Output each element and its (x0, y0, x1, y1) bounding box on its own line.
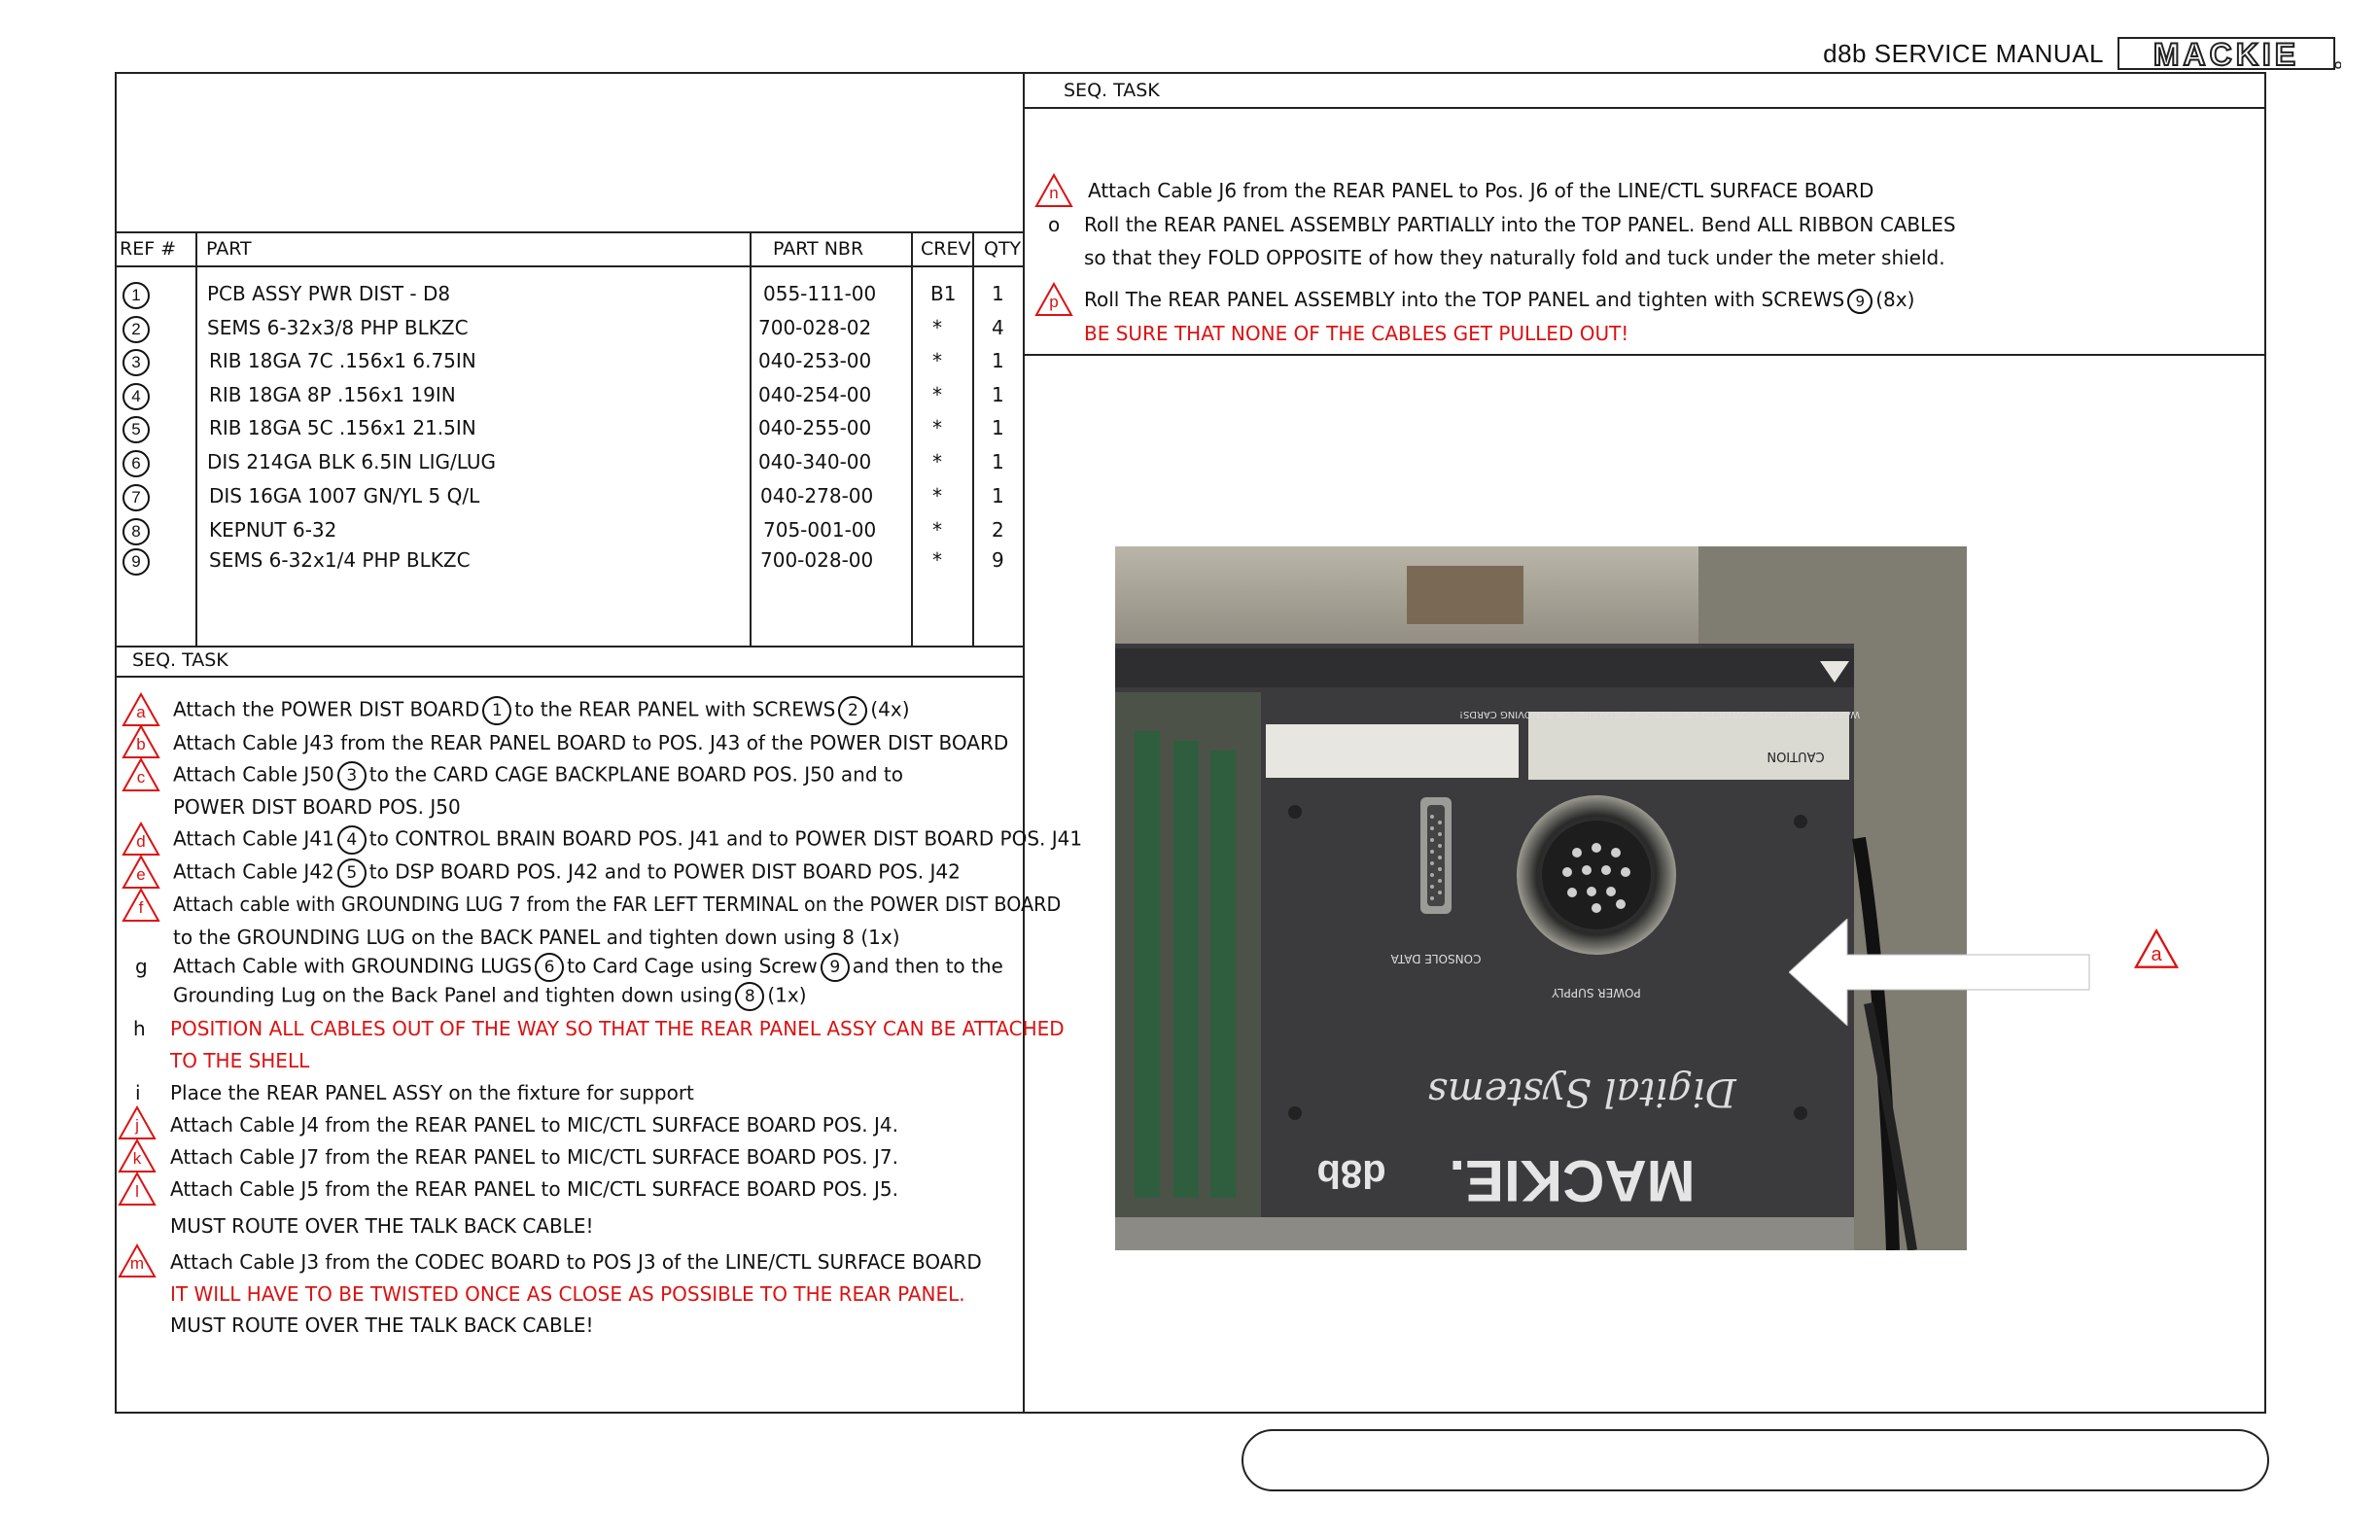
part-nbr: 040-278-00 (760, 484, 874, 508)
qty: 1 (992, 484, 1004, 508)
part-nbr: 700-028-00 (760, 548, 874, 572)
qty: 1 (992, 349, 1004, 372)
seq-letter: j (135, 1116, 139, 1135)
task-p-warning: BE SURE THAT NONE OF THE CABLES GET PULLED OUT! (1084, 322, 1629, 345)
warning-triangle-icon (118, 1105, 157, 1140)
qty: 1 (992, 383, 1004, 406)
part-name: RIB 18GA 8P .156x1 19IN (209, 383, 456, 406)
callout-letter: a (2151, 944, 2162, 965)
warning-triangle-icon (1034, 173, 1073, 208)
task-l: Attach Cable J5 from the REAR PANEL to MIC/CTL SURFACE BOARD POS. J5. (170, 1177, 898, 1201)
crev: * (932, 484, 942, 508)
seq-letter: e (136, 865, 146, 884)
task-text: Grounding Lug on the Back Panel and tighten down using (173, 983, 733, 1007)
part-nbr: 040-253-00 (758, 349, 872, 372)
warning-triangle-icon (118, 1138, 157, 1173)
ref-circle: 7 (122, 484, 150, 511)
qty: 2 (992, 518, 1004, 542)
task-a (173, 696, 910, 725)
task-text: Attach Cable J42 (173, 859, 334, 884)
col-divider-part (750, 231, 752, 646)
seq-letter: c (136, 768, 146, 787)
task-text: Attach the POWER DIST BOARD (173, 697, 480, 721)
rear-panel-photo (1115, 546, 1967, 1250)
seq-letter: i (135, 1081, 141, 1104)
task-b: Attach Cable J43 from the REAR PANEL BOARD to POS. J43 of the POWER DIST BOARD (173, 731, 1009, 754)
task-text: to DSP BOARD POS. J42 and to POWER DIST BOARD POS. J42 (368, 859, 961, 884)
crev: * (932, 383, 942, 406)
header-ref: REF # (120, 238, 177, 260)
warning-triangle-icon (122, 888, 160, 923)
task-n: Attach Cable J6 from the REAR PANEL to Pos. J6 of the LINE/CTL SURFACE BOARD (1088, 179, 1874, 202)
task-c-cont: POWER DIST BOARD POS. J50 (173, 795, 461, 819)
rear-panel-illustration (1115, 546, 1967, 1250)
left-task-header-line (115, 676, 1025, 678)
caution-label: CAUTION (1767, 749, 1825, 763)
col-divider-ref (195, 231, 197, 646)
brand-label: MACKIE. (1449, 1148, 1696, 1213)
manual-title: d8b SERVICE MANUAL (1823, 38, 2104, 68)
callout-arrow-icon (1789, 919, 2100, 1026)
warning-triangle-icon (118, 1172, 157, 1207)
part-name: SEMS 6-32x1/4 PHP BLKZC (209, 548, 471, 572)
task-m-cont: MUST ROUTE OVER THE TALK BACK CABLE! (170, 1313, 594, 1337)
task-text: Roll The REAR PANEL ASSEMBLY into the TOP PANEL and tighten with SCREWS (1084, 288, 1845, 311)
task-m: Attach Cable J3 from the CODEC BOARD to POS J3 of the LINE/CTL SURFACE BOARD (170, 1250, 982, 1274)
part-nbr: 040-254-00 (758, 383, 872, 406)
part-name: PCB ASSY PWR DIST - D8 (207, 282, 451, 305)
part-name: RIB 18GA 5C .156x1 21.5IN (209, 416, 476, 439)
seq-letter: l (135, 1182, 139, 1201)
qty: 1 (992, 282, 1004, 305)
panel-warning-text: WARNING: SHUT OFF POWER TO UNIT BEFORE INSTALLING OR REMOVING CARDS! (1458, 709, 1861, 719)
part-nbr: 705-001-00 (763, 518, 877, 542)
task-o: Roll the REAR PANEL ASSEMBLY PARTIALLY into the TOP PANEL. Bend ALL RIBBON CABLES (1084, 213, 1956, 236)
seq-letter: k (132, 1149, 142, 1168)
seq-letter: f (138, 898, 144, 917)
warning-triangle-icon (1034, 282, 1073, 317)
table-row (122, 548, 1004, 576)
seq-letter: p (1049, 293, 1059, 311)
crev: * (932, 450, 942, 473)
table-row (122, 416, 1004, 443)
part-name: KEPNUT 6-32 (209, 518, 337, 542)
ref-circle: 3 (122, 349, 150, 376)
warning-triangle-icon (118, 1243, 157, 1278)
crev: * (932, 316, 942, 339)
task-l-cont: MUST ROUTE OVER THE TALK BACK CABLE! (170, 1214, 594, 1238)
task-text: Attach Cable J41 (173, 826, 334, 851)
task-text: (4x) (870, 697, 910, 721)
warning-triangle-icon (122, 692, 160, 727)
seq-letter: a (136, 703, 146, 721)
warning-triangle-icon (122, 757, 160, 792)
model-label: d8b (1316, 1152, 1386, 1195)
part-nbr: 055-111-00 (763, 282, 877, 305)
task-text: to Card Cage using Screw (567, 954, 818, 978)
warning-triangle-icon (122, 724, 160, 759)
crev: B1 (930, 282, 957, 305)
table-bottom-line (115, 646, 1025, 648)
right-task-bottom-line (1023, 354, 2266, 356)
task-m-note: IT WILL HAVE TO BE TWISTED ONCE AS CLOSE AS POSSIBLE TO THE REAR PANEL. (170, 1282, 965, 1306)
crev: * (932, 518, 942, 542)
task-f-cont: to the GROUNDING LUG on the BACK PANEL and tighten down using 8 (1x) (173, 926, 900, 949)
page-header (1823, 35, 2341, 72)
task-p (1084, 288, 1914, 314)
part-name: DIS 16GA 1007 GN/YL 5 Q/L (209, 484, 480, 508)
part-nbr: 040-255-00 (758, 416, 872, 439)
qty: 4 (992, 316, 1004, 339)
seq-letter: m (129, 1254, 145, 1273)
qty: 9 (992, 548, 1004, 572)
task-e (173, 858, 961, 888)
table-top-line (115, 231, 1025, 233)
task-text: Attach Cable with GROUNDING LUGS (173, 954, 533, 978)
power-supply-label: POWER SUPPLY (1552, 986, 1641, 999)
left-task-header: SEQ. TASK (132, 649, 228, 671)
ref-circle: 6 (535, 953, 564, 982)
ref-circle: 2 (122, 316, 150, 343)
task-c (173, 761, 903, 790)
header-part: PART (206, 238, 252, 260)
task-text: to the CARD CAGE BACKPLANE BOARD POS. J50 and to (368, 762, 903, 787)
task-text: Attach Cable J50 (173, 762, 334, 787)
header-qty: QTY (984, 238, 1022, 260)
task-k: Attach Cable J7 from the REAR PANEL to MIC/CTL SURFACE BOARD POS. J7. (170, 1145, 898, 1169)
seq-letter: g (135, 955, 148, 978)
table-header-line (115, 265, 1025, 267)
qty: 1 (992, 450, 1004, 473)
task-o-cont: so that they FOLD OPPOSITE of how they naturally fold and tuck under the meter shield. (1084, 246, 1945, 269)
callout-warning-icon (2133, 928, 2180, 969)
table-row (122, 484, 1004, 511)
ref-circle: 5 (122, 416, 150, 443)
task-text: to CONTROL BRAIN BOARD POS. J41 and to POWER DIST BOARD POS. J41 (368, 826, 1083, 851)
warning-triangle-icon (122, 822, 160, 857)
warning-triangle-icon (122, 855, 160, 890)
part-nbr: 040-340-00 (758, 450, 872, 473)
seq-letter: h (133, 1017, 146, 1040)
ref-circle: 3 (337, 761, 367, 790)
ref-circle: 8 (735, 982, 764, 1011)
ref-circle: 1 (482, 696, 511, 725)
table-row (122, 518, 1004, 545)
task-d (173, 825, 1082, 855)
task-text: to the REAR PANEL with SCREWS (514, 697, 836, 721)
table-row (122, 282, 1004, 309)
header-part-nbr: PART NBR (773, 238, 864, 260)
crev: * (932, 416, 942, 439)
console-data-label: CONSOLE DATA (1390, 952, 1482, 965)
ref-circle: 8 (122, 518, 150, 545)
part-name: SEMS 6-32x3/8 PHP BLKZC (207, 316, 469, 339)
right-task-header: SEQ. TASK (1064, 80, 1160, 101)
table-row (122, 349, 1004, 376)
brand-script: Digital Systems (1427, 1069, 1736, 1114)
ref-circle: 2 (838, 696, 867, 725)
task-j: Attach Cable J4 from the REAR PANEL to MIC/CTL SURFACE BOARD POS. J4. (170, 1113, 898, 1137)
task-h: POSITION ALL CABLES OUT OF THE WAY SO THAT THE REAR PANEL ASSY CAN BE ATTACHED (170, 1017, 1065, 1040)
header-crev: CREV (921, 238, 971, 260)
footer-box (1242, 1429, 2269, 1491)
ref-circle: 9 (122, 548, 150, 576)
seq-letter: o (1048, 213, 1061, 236)
task-text: (8x) (1875, 288, 1915, 311)
task-text: and then to the (852, 954, 1003, 978)
seq-letter: b (136, 735, 146, 753)
ref-circle: 4 (337, 825, 367, 855)
ref-circle: 4 (122, 383, 150, 410)
task-text: (1x) (767, 983, 807, 1007)
logo-text: MACKIE (2152, 37, 2300, 72)
ref-circle: 9 (821, 953, 850, 982)
ref-circle: 5 (337, 858, 367, 888)
part-name: RIB 18GA 7C .156x1 6.75IN (209, 349, 476, 372)
ref-circle: 6 (122, 450, 150, 477)
task-g (173, 953, 1003, 982)
ref-circle: 1 (122, 282, 150, 309)
table-row (122, 450, 1004, 477)
task-g-cont (173, 982, 807, 1011)
part-nbr: 700-028-02 (758, 316, 872, 339)
ref-circle: 9 (1847, 289, 1872, 314)
table-row (122, 383, 1004, 410)
col-divider-nbr (911, 231, 913, 646)
crev: * (932, 548, 942, 572)
mackie-logo (2118, 35, 2341, 72)
task-f: Attach cable with GROUNDING LUG 7 from the FAR LEFT TERMINAL on the POWER DIST BOARD (173, 892, 1062, 916)
qty: 1 (992, 416, 1004, 439)
seq-letter: d (136, 832, 146, 851)
right-task-header-line (1023, 107, 2266, 109)
table-row (122, 316, 1004, 343)
task-h-cont: TO THE SHELL (170, 1049, 310, 1072)
seq-letter: n (1049, 184, 1059, 202)
center-divider (1023, 72, 1025, 1414)
part-name: DIS 214GA BLK 6.5IN LIG/LUG (207, 450, 496, 473)
crev: * (932, 349, 942, 372)
col-divider-crev (972, 231, 974, 646)
task-i: Place the REAR PANEL ASSY on the fixture for support (170, 1081, 694, 1104)
